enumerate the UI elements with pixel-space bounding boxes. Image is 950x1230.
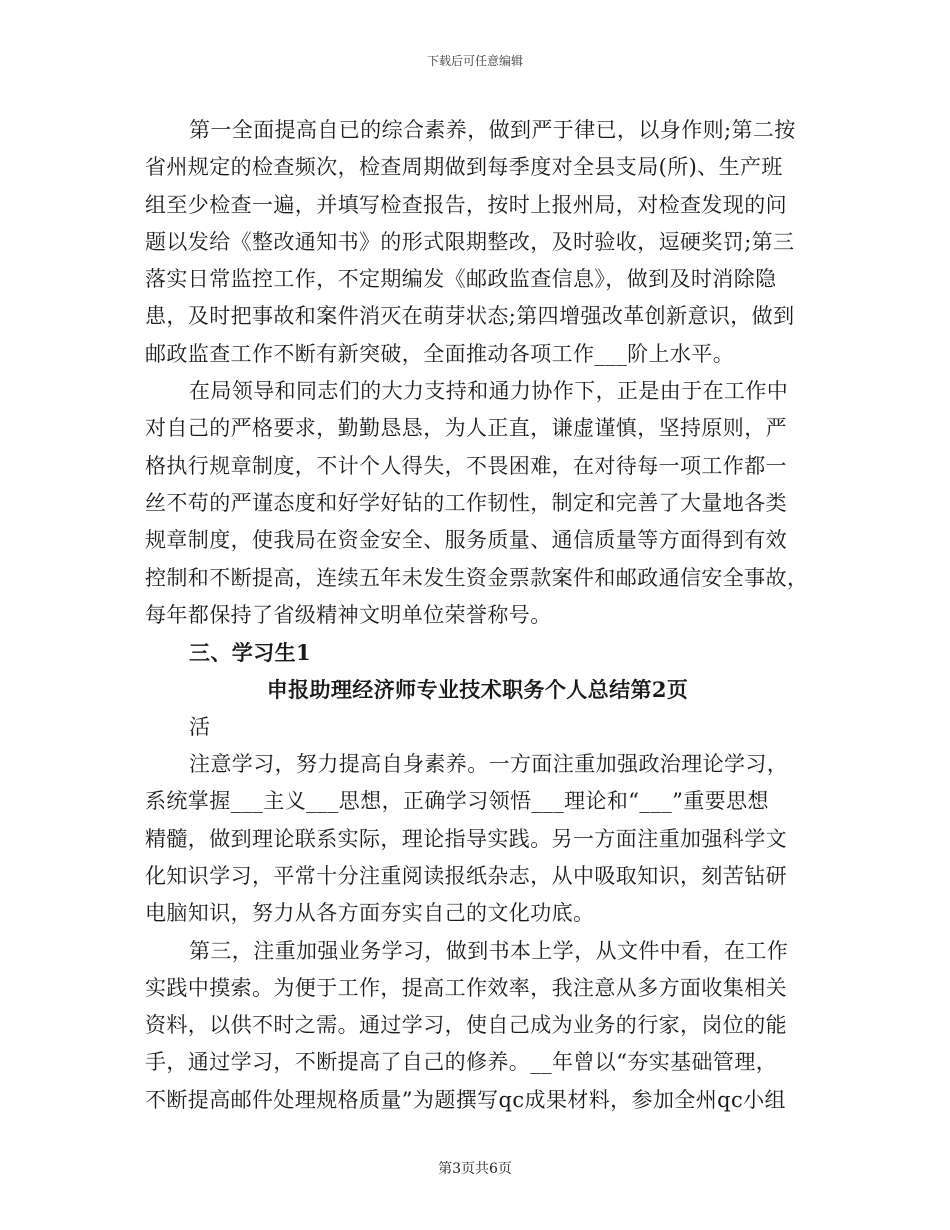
page-footer: 第3页共6页 <box>438 1161 512 1177</box>
section-heading: 三、学习生1 <box>189 640 312 666</box>
paragraph-line: 系统掌握___主义___思想，正确学习领悟___理论和“___”重要思想 <box>145 789 769 814</box>
paragraph-line: 资料，以供不时之需。通过学习，使自己成为业务的行家，岗位的能 <box>145 1013 787 1038</box>
paragraph-line: 化知识学习，平常十分注重阅读报纸杂志，从中吸取知识，刻苦钻研 <box>145 863 787 888</box>
paragraph-line: 丝不苟的严谨态度和好学好钻的工作韧性，制定和完善了大量地各类 <box>145 490 787 515</box>
page-header: 下载后可任意编辑 <box>426 54 523 68</box>
paragraph-line: 活 <box>189 714 211 739</box>
paragraph-line: 规章制度，使我局在资金安全、服务质量、通信质量等方面得到有效 <box>145 528 787 553</box>
document-body <box>145 112 810 1119</box>
paragraph-line: 不断提高邮件处理规格质量”为题撰写qc成果材料，参加全州qc小组 <box>145 1087 786 1112</box>
paragraph-line: 第三，注重加强业务学习，做到书本上学，从文件中看，在工作 <box>189 938 789 963</box>
paragraph-line: 格执行规章制度，不计个人得失，不畏困难，在对待每一项工作都一 <box>145 453 787 478</box>
paragraph-line: 每年都保持了省级精神文明单位荣誉称号。 <box>145 602 552 627</box>
paragraph-line: 邮政监查工作不断有新突破，全面推动各项工作___阶上水平。 <box>145 341 735 366</box>
paragraph-line: 第一全面提高自已的综合素养，做到严于律已，以身作则;第二按 <box>189 118 796 142</box>
paragraph-line: 患，及时把事故和案件消灭在萌芽状态;第四增强改革创新意识，做到 <box>145 304 795 329</box>
paragraph-line: 实践中摸索。为便于工作，提高工作效率，我注意从多方面收集相关 <box>145 975 787 1000</box>
paragraph-line: 落实日常监控工作，不定期编发《邮政监查信息》，做到及时消除隐 <box>145 267 777 292</box>
paragraph-line: 组至少检查一遍，并填写检查报告，按时上报州局，对检查发现的问 <box>145 192 787 217</box>
paragraph-line: 手，通过学习，不断提高了自己的修养。__年曾以“夯实基础管理， <box>145 1050 778 1075</box>
paragraph-line: 对自己的严格要求，勤勤恳恳，为人正直，谦虚谨慎，坚持原则，严 <box>145 416 787 441</box>
paragraph-line: 省州规定的检查频次，检查周期做到每季度对全县支局(所)、生产班 <box>145 155 783 180</box>
paragraph-line: 注意学习，努力提高自身素养。一方面注重加强政治理论学习， <box>189 752 789 777</box>
paragraph-line: 控制和不断提高，连续五年未发生资金票款案件和邮政通信安全事故， <box>145 565 809 590</box>
running-title: 申报助理经济师专业技术职务个人总结第2页 <box>266 677 689 703</box>
paragraph-line: 电脑知识，努力从各方面夯实自己的文化功底。 <box>145 901 595 926</box>
paragraph-line: 在局领导和同志们的大力支持和通力协作下，正是由于在工作中 <box>189 379 789 404</box>
paragraph-line: 题以发给《整改通知书》的形式限期整改，及时验收，逗硬奖罚;第三 <box>145 229 795 254</box>
paragraph-line: 精髓，做到理论联系实际，理论指导实践。另一方面注重加强科学文 <box>145 826 787 851</box>
